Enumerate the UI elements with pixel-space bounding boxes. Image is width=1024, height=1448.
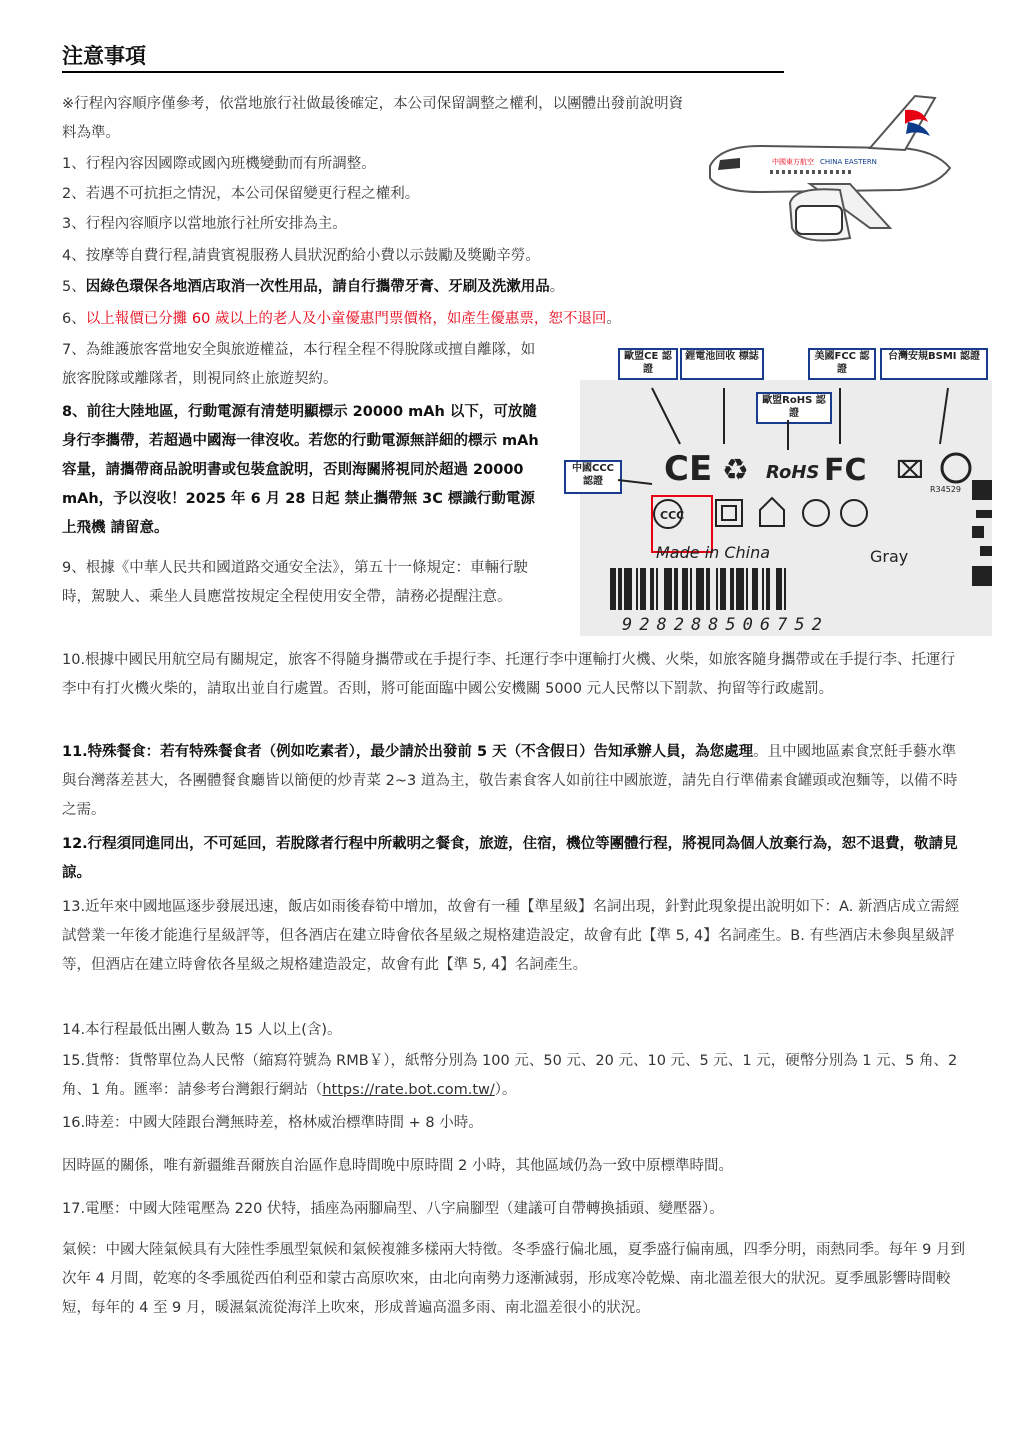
paragraph-17: 17.電壓：中國大陸電壓為 220 伏特，插座為兩腳扁型、八字扁腳型（建議可自帶轉換插頭、變壓器）。 [62,1201,724,1217]
paragraph-2: 2、若遇不可抗拒之情況，本公司保留變更行程之權利。 [62,186,420,202]
weee-bin-icon: ⌧ [896,456,924,484]
color-word: Gray [870,547,909,566]
paragraph-16: 16.時差：中國大陸跟台灣無時差，格林威治標準時間 + 8 小時。 [62,1115,483,1131]
qr-code-icon [972,480,992,586]
indoor-use-icon [760,498,784,526]
paragraph-5-warning: 因綠色環保各地酒店取消一次性用品，請自行攜帶牙膏、牙刷及洗漱用品 [85,279,550,295]
paragraph-5-number: 5、 [62,279,86,295]
rohs-mark-icon: RoHS [766,462,820,483]
barcode [610,568,786,610]
ce-mark-icon: CE [664,449,713,489]
paragraph-15 [62,1047,966,1105]
tag-battery: 鋰電池回收 標誌 [680,348,764,380]
paragraph-6-end: 。 [606,311,621,327]
paragraph-12: 12.行程須同進同出，不可延回，若脫隊者行程中所載明之餐食，旅遊，住宿，機位等團體行程，將視同為個人放棄行為，恕不退費，敬請見諒。 [62,836,958,881]
recycle-icon: ♻ [722,453,749,488]
double-insulation-icon [716,500,742,526]
paragraph-6-warning: 以上報價已分攤 60 歲以上的老人及小童優惠門票價格，如產生優惠票，恕不退回 [85,311,607,327]
paragraph-10: 10.根據中國民用航空局有關規定，旅客不得隨身攜帶或在手提行李、托運行李中運輸打火機、火柴，如旅客隨身攜帶或在手提行李、托運行李中有打火機火柴的，請取出並自行處置。否則，將可能面臨中國公安機關 5000 元人民幣以下罰款、拘留等行政處罰。 [62,652,956,697]
paragraph-13: 13.近年來中國地區逐步發展迅速，飯店如雨後春筍中增加，故會有一種【準星級】名詞出現，針對此現象提出說明如下：A. 新酒店成立需經試營業一年後才能進行星級評等，但各酒店在建立時會依各星級之規格建造設定，故會有此【準 5, 4】名詞產生。B. 有些酒店未參與星級評等，但酒店在建立時會依各星級之規格建造設定，故會有此【準 5, 4】名詞產生。 [62,899,960,973]
paragraph-1: 1、行程內容因國際或國內班機變動而有所調整。 [62,156,376,172]
airplane-image [700,88,960,258]
serial-text: R34529 [930,485,962,494]
made-in-text: Made in China [656,543,771,562]
paragraph-11-rest: 。且中國地區素食烹飪手藝水準與台灣落差甚大，各團體餐食廳皆以簡便的炒青菜 2~3 道為主，敬告素食客人如前往中國旅遊，請先自行準備素食罐頭或泡麵等，以備不時之需。 [62,744,958,818]
tag-ccc: 中國CCC 認證 [564,460,622,494]
paragraph-8 [62,398,546,543]
plane-airline-en: CHINA EASTERN [820,158,877,166]
cert-symbols [580,380,992,636]
paragraph-3: 3、行程內容順序以當地旅行社所安排為主。 [62,216,347,232]
paragraph-5-end: 。 [549,279,565,295]
paragraph-9: 9、根據《中華人民共和國道路交通安全法》，第五十一條規定：車輛行駛時，駕駛人、乘坐人員應當按規定全程使用安全帶，請務必提醒注意。 [62,560,528,605]
bank-rate-link[interactable]: https://rate.bot.com.tw/ [322,1082,495,1098]
paragraph-7: 7、為維護旅客當地安全與旅遊權益，本行程全程不得脫隊或擅自離隊，如旅客脫隊或離隊者，則視同終止旅遊契約。 [62,342,536,387]
tag-bsmi: 台灣安規BSMI 認證 [880,348,988,380]
paragraph-15-text: 15.貨幣：貨幣單位為人民幣（縮寫符號為 RMB￥），紙幣分別為 100 元、50 元、20 元、10 元、5 元、1 元，硬幣分別為 1 元、5 角、2 角、1 角。匯率：請參考台灣銀行網站（ [62,1053,958,1098]
barcode-number: 928288506752 [622,615,829,635]
paragraph-4: 4、按摩等自費行程,請貴賓視服務人員狀況酌給小費以示鼓勵及獎勵辛勞。 [62,248,540,264]
tag-fcc: 美國FCC 認證 [808,348,876,380]
mountain-icon [841,500,867,526]
paragraph-5 [62,273,762,302]
paragraph-16b: 因時區的關係，唯有新疆維吾爾族自治區作息時間晚中原時間 2 小時，其他區域仍為一致中原標準時間。 [62,1158,733,1174]
paragraph-14: 14.本行程最低出團人數為 15 人以上(含)。 [62,1022,342,1038]
tag-ce: 歐盟CE 認證 [618,348,678,380]
paragraph-6-number: 6、 [62,311,86,327]
paragraph-8-text: 8、前往大陸地區，行動電源有清楚明顯標示 20000 mAh 以下，可放隨身行李攜帶，若超過中國海一律沒收。若您的行動電源無詳細的標示 mAh 容量，請攜帶商品說明書或包裝盒說明，否則海關將視同於超過 20000 mAh，予以沒收！ [62,404,539,507]
plane-airline-cn: 中國東方航空 [772,158,814,166]
paragraph-climate: 氣候：中國大陸氣候具有大陸性季風型氣候和氣候複雜多樣兩大特徵。冬季盛行偏北風，夏季盛行偏南風，四季分明，雨熱同季。每年 9 月到次年 4 月間，乾寒的冬季風從西伯利亞和蒙古高原吹來，由北向南勢力逐漸減弱，形成寒冷乾燥、南北溫差很大的狀況。夏季風影響時間較短，每年的 4 至 9 月，暖濕氣流從海洋上吹來，形成普遍高溫多雨、南北溫差很小的狀況。 [62,1242,965,1316]
heat-icon [803,500,829,526]
bsmi-mark-icon [942,454,970,482]
svg-text:CCC: CCC [660,509,685,522]
paragraph-11-text: 11.特殊餐食：若有特殊餐食者（例如吃素者），最少請於出發前 5 天（不含假日）告知承辦人員，為您處理 [62,744,754,760]
page-title: 注意事項 [62,42,784,73]
paragraph-11 [62,738,966,825]
fcc-mark-icon: FC [824,453,867,488]
paragraph-6 [62,305,762,334]
paragraph-8-warning: 2025 年 6 月 28 日起 禁止攜帶無 3C 標識行動電源上飛機 請留意。 [62,491,535,536]
paragraph-15-end: ）。 [494,1082,517,1098]
tag-rohs: 歐盟RoHS 認證 [756,392,832,424]
certification-figure [560,340,992,636]
paragraph-intro: ※行程內容順序僅參考，依當地旅行社做最後確定，本公司保留調整之權利，以團體出發前說明資料為準。 [62,96,684,141]
